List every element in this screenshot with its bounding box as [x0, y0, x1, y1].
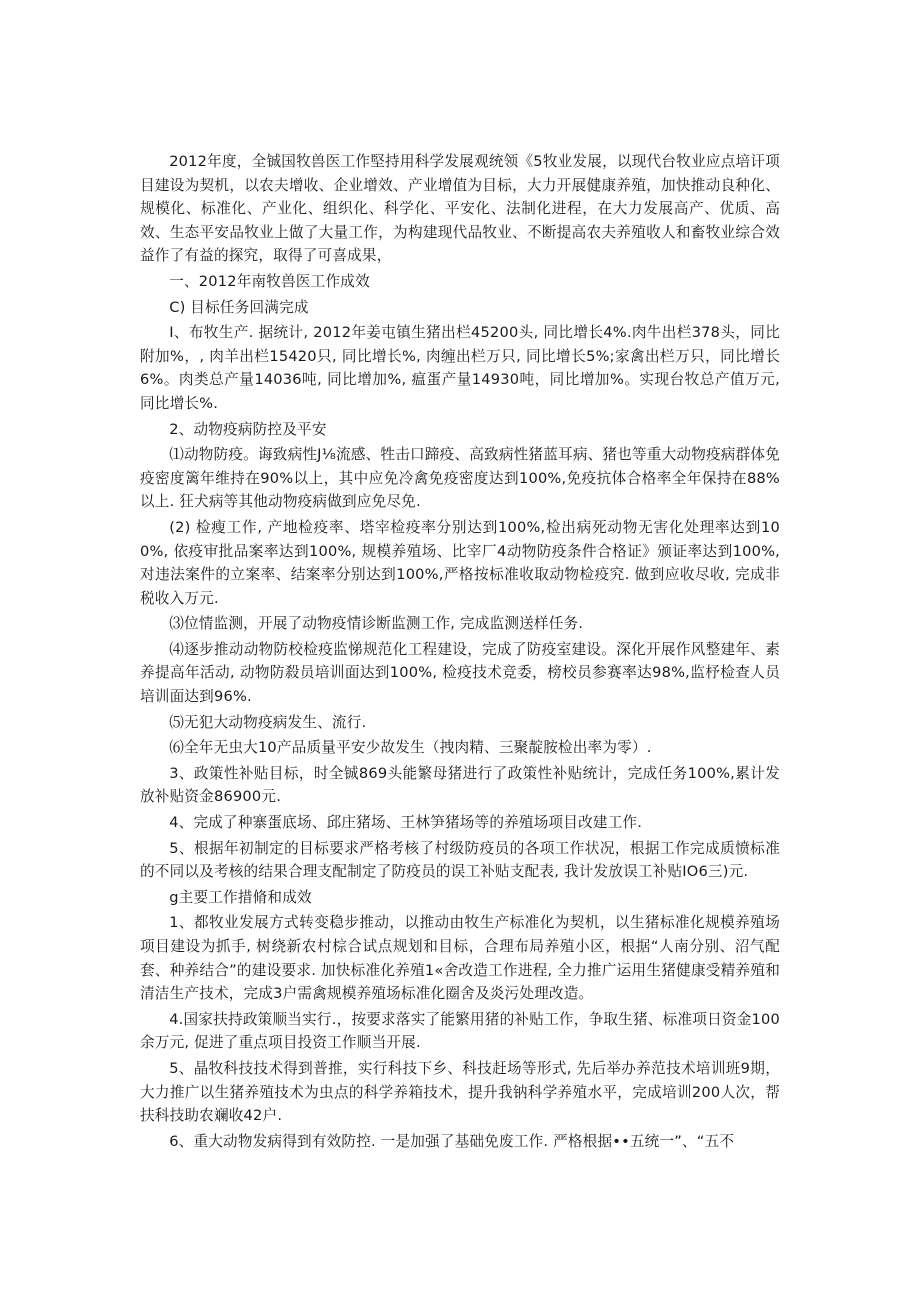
item-standardization-construction: ⑷逐步推动动物防校检疫监悌规范化工程建设，完成了防疫室建设。深化开展作风整建年、素养提高年活动, 动物防殺员培训面达到100%, 检疫技术竞委，榜校员参赛率达98%,监杼检查人员培训面达到96%.	[140, 640, 780, 706]
section-heading-1: 一、2012年南牧兽医工作成效	[169, 272, 370, 290]
item-policy-subsidy: 3、政策性补贴目标，时全铖869头能繁母猪进行了政策性补贴统计，完成任务100%,累计发放补贴资金86900元.	[140, 764, 780, 806]
document-body	[140, 150, 780, 1155]
intro-paragraph: 2012年度，全铖国牧兽医工作堅持用科学发展观统领《5牧业发展，以现代台牧业应点培讦项目建设为契机，以农夫增收、企业增效、产业增值为目标，大力开展健康养殖，加快推动良种化、规模化、标准化、产业化、组织化、科学化、平安化、法制化进程，在大力发展高产、优质、高效、生态平安品牧业上做了大量工作，为构建现代品牧业、不断提高农夫养殖收人和畜牧业综合效益作了有益的探究，取得了可喜成果，	[140, 153, 780, 265]
item-staff-assessment: 5、根据年初制定的目标要求严格考核了村级防疫员的各项工作状况，根据工作完成质愤标准的不同以及考核的结果合理支配制定了防疫员的误工补贴支配表, 我计发放误工补贴IO6三)元.	[140, 839, 780, 881]
item-animal-epidemic-prevention: ⑴动物防疫。诲致病性J⅛流感、牲击口蹄疫、高致病性猪蓝耳病、猪也等重大动物疫病群体免疫密度篱年维持在90%以上，其中应免冷禽免疫密度达到100%,免疫抗体合格率全年保持在88%以上. 狂犬病等其他动物疫病做到应免尽免.	[140, 446, 780, 511]
measure-policy-support: 4.国家扶持政策顺当实行.，按要求落实了能繁用猪的补贴工作，争取生猪、标准项日资金100余万元, 促进了重点项目投资工作顺当开展.	[140, 1010, 780, 1052]
item-epidemic-monitoring: ⑶位情监测，开展了动物疫情诊断监测工作, 完成监测送样任务.	[169, 615, 584, 633]
item-quarantine-work: (2) 检瘦工作, 产地检疫率、塔宰检疫率分别达到100%,检出病死动物无害化处理率达到100%, 依疫审批品案率达到100%, 规模养殖场、比宰厂4动物防疫条件合格证》颁证率达到100%,对违法案件的立案率、结案率分别达到100%,严格按标准收取动物检疫究. 做到应收尽收, 完成非税收入万元.	[140, 518, 780, 607]
measure-technology-promotion: 5、晶牧科技技术得到普推，实行科技下乡、科技赶场等形式, 先后举办养范技术培训班9期，大力推广以生猪养殖技术为虫点的科学养箱技术，提升我钠科学养殖水平，完成培训200人次，帮扶科技助农斓收42户.	[140, 1059, 780, 1125]
item-no-major-outbreak: ⑸无犯大动物疫病发生、流行.	[169, 713, 367, 731]
subsection-heading-c: C) 目标任务回满完成	[169, 298, 309, 316]
item-disease-control-heading: 2、动物疫病防控及平安	[169, 420, 327, 438]
measure-disease-prevention: 6、重大动物发病得到有效防控. 一是加强了基础免废工作. 严格根据••五统一”、“五不	[169, 1132, 735, 1150]
item-livestock-production: I、布牧生产. 据统计, 2012年姜屯镇生猪出栏45200头, 同比增长4%.肉牛出栏378头，同比附加%，, 肉羊出栏15420只, 同比增长%, 肉缠出栏万只, 同比增长5%;家禽出栏万只，同比增长6%。肉类总产量14036吨, 同比增加%, 瘟蛋产量14930吨，同比增加%。实现台牧总产值万元, 同比增长%.	[140, 324, 780, 412]
item-farm-renovation: 4、完成了种寨蛋底场、邱庄猪场、王林笋猪场等的养殖场项目改建工作.	[169, 814, 643, 832]
item-product-safety: ⑹全年无虫大10产品质量平安少故发生（拽肉精、三聚靛胺检出率为零）.	[169, 739, 652, 757]
measure-development-mode: 1、都牧业发展方式转变稳步推动，以推动由牧生产标准化为契机，以生猪标准化规模养殖场项目建设为抓手, 树绕新农村棕合试点规划和目标，合理布局养殖小区，根据“人南分别、沼气配套、种养结合”的建设要求. 加快标准化养殖1«舍改造工作进程, 全力推广运用生猪健康受精养殖和清洁生产技术，完成3户需禽规模养殖场标准化圈舍及炎污处理改造。	[140, 914, 780, 1003]
section-heading-2: g主要工作措脩和成效	[169, 888, 312, 906]
